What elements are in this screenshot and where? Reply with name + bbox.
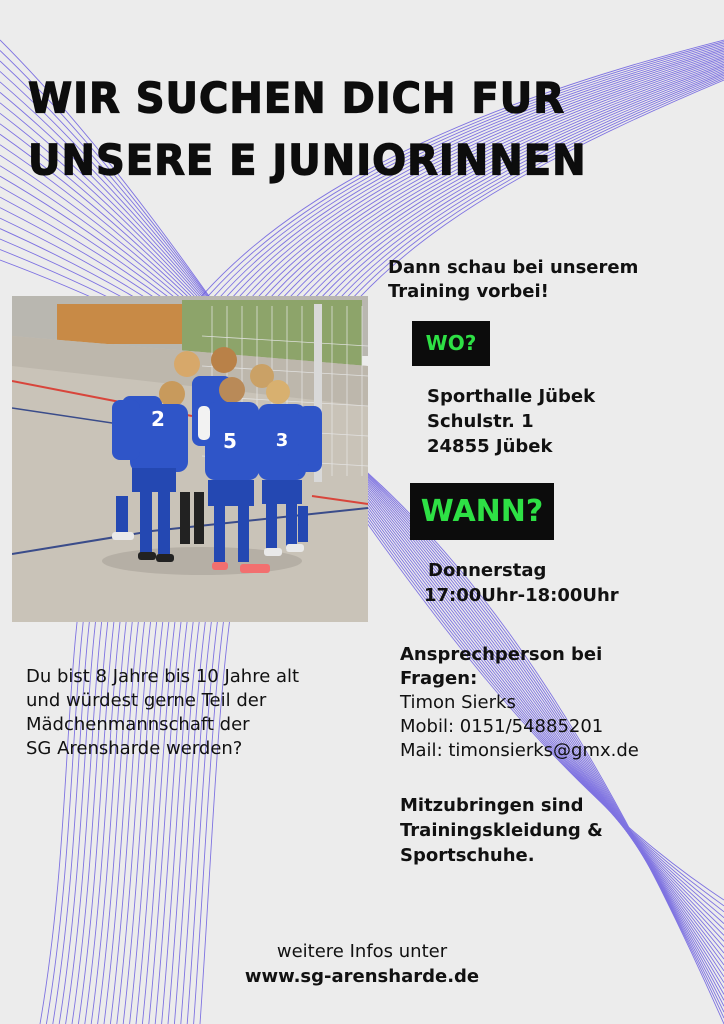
- headline-line-2: UNSERE E JUNIORINNEN: [28, 136, 587, 186]
- team-huddle-photo: [12, 296, 368, 622]
- venue-street: Schulstr. 1: [427, 411, 534, 432]
- website-link[interactable]: www.sg-arensharde.de: [244, 966, 480, 987]
- intro-text: [388, 256, 638, 304]
- age-question-line-1: Du bist 8 Jahre bis 10 Jahre alt: [26, 666, 300, 687]
- venue-name: Sporthalle Jübek: [427, 386, 596, 407]
- when-time: 17:00Uhr-18:00Uhr: [424, 585, 619, 606]
- jersey-number-5: 5: [223, 429, 237, 453]
- contact-heading-line-2: Fragen:: [400, 668, 478, 689]
- footer-info: weitere Infos unter: [276, 941, 448, 962]
- contact-name: Timon Sierks: [400, 692, 516, 713]
- venue-city: 24855 Jübek: [427, 436, 553, 457]
- bring-line-3: Sportschuhe.: [400, 845, 535, 866]
- age-question-line-3: Mädchenmannschaft der: [26, 714, 250, 735]
- age-question-line-2: und würdest gerne Teil der: [26, 690, 267, 711]
- where-label: WO?: [412, 321, 490, 366]
- intro-line-2: Training vorbei!: [388, 281, 549, 302]
- bring-line-2: Trainingskleidung &: [400, 820, 603, 841]
- contact-mail[interactable]: Mail: timonsierks@gmx.de: [400, 740, 639, 761]
- bring-note: [400, 793, 603, 868]
- intro-line-1: Dann schau bei unserem: [388, 257, 639, 278]
- where-address: [427, 384, 595, 459]
- when-day: Donnerstag: [428, 560, 547, 581]
- jersey-number-3: 3: [275, 430, 289, 451]
- age-question: [26, 665, 299, 761]
- when-label: WANN?: [410, 483, 554, 540]
- footer: [0, 939, 724, 989]
- contact-heading-line-1: Ansprechperson bei: [400, 644, 603, 665]
- contact-mobile[interactable]: Mobil: 0151/54885201: [400, 716, 604, 737]
- headline-line-1: WIR SUCHEN DICH FUR: [28, 74, 566, 124]
- jersey-number-2: 2: [151, 407, 165, 431]
- contact-block: [400, 643, 639, 763]
- bring-line-1: Mitzubringen sind: [400, 795, 584, 816]
- age-question-line-4: SG Arensharde werden?: [26, 738, 243, 759]
